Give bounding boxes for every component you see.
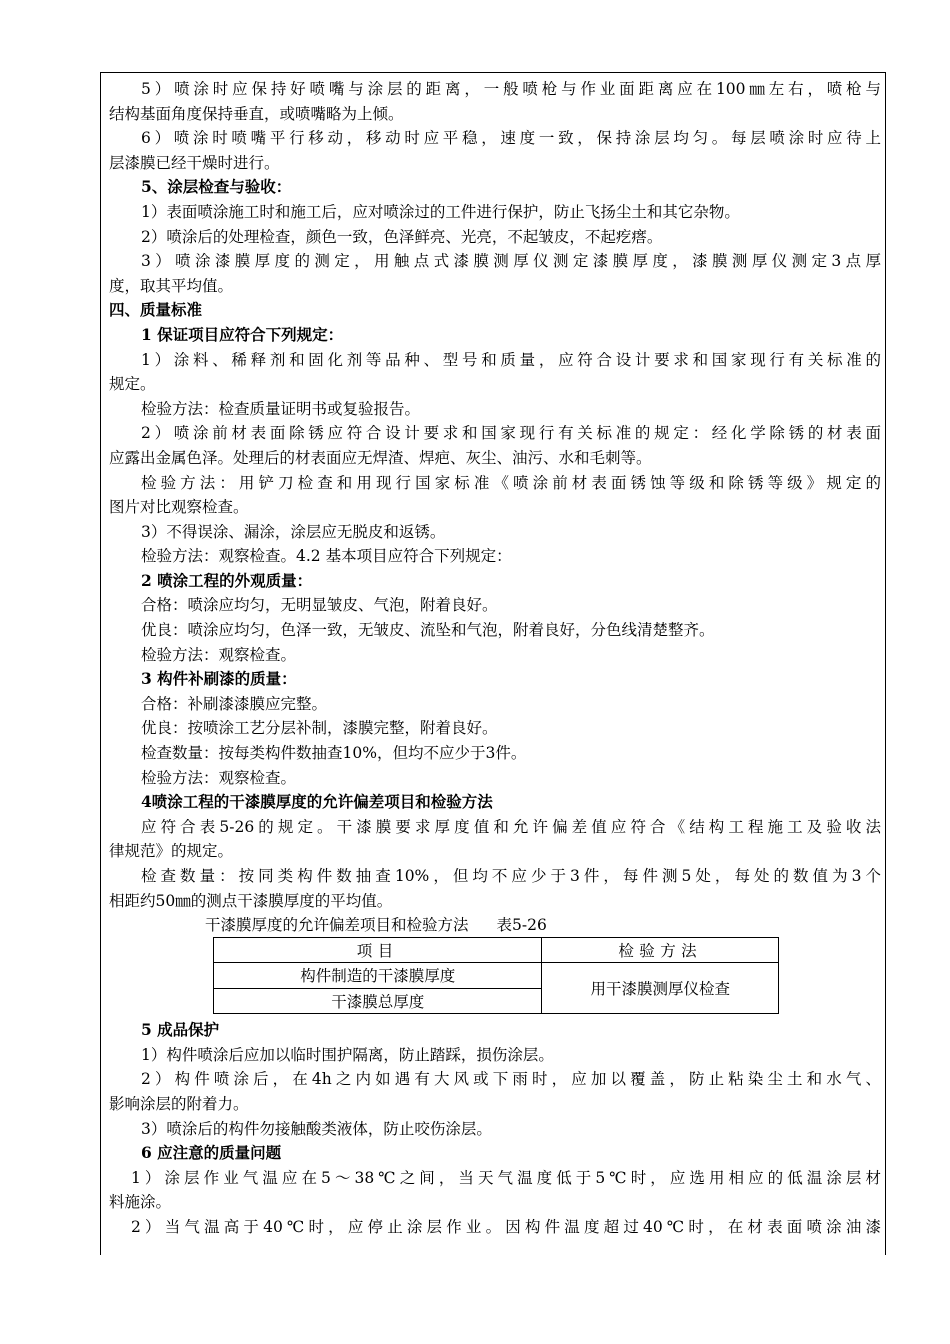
text-line: 4喷涂工程的干漆膜厚度的允许偏差项目和检验方法 bbox=[141, 792, 493, 812]
text-line: 2）喷涂前材表面除锈应符合设计要求和国家现行有关标准的规定：经化学除锈的材表面 bbox=[141, 424, 881, 443]
text-line: 规定。 bbox=[109, 375, 156, 394]
text-line: 应符合表5-26的规定。干漆膜要求厚度值和允许偏差值应符合《结构工程施工及验收法 bbox=[141, 817, 881, 836]
text-line: 6）喷涂时喷嘴平行移动，移动时应平稳，速度一致，保持涂层均匀。每层喷涂时应待上 bbox=[141, 129, 881, 148]
text-line: 四、质量标准 bbox=[109, 300, 203, 320]
text-line: 层漆膜已经干燥时进行。 bbox=[109, 153, 280, 172]
text-line: 检验方法：观察检查。4.2 基本项目应符合下列规定： bbox=[141, 547, 512, 566]
text-line: 5）喷涂时应保持好喷嘴与涂层的距离，一般喷枪与作业面距离应在100㎜左右，喷枪与 bbox=[141, 80, 881, 98]
text-line: 1）涂料、稀释剂和固化剂等品种、型号和质量，应符合设计要求和国家现行有关标准的 bbox=[141, 350, 881, 369]
text-line: 检查数量：按每类构件数抽查10%，但均不应少于3件。 bbox=[141, 744, 527, 763]
text-line: 3 构件补刷漆的质量： bbox=[141, 669, 297, 689]
text-line: 度，取其平均值。 bbox=[109, 276, 234, 295]
text-line: 合格：补刷漆漆膜应完整。 bbox=[141, 694, 328, 713]
text-line: 3）不得误涂、漏涂，涂层应无脱皮和返锈。 bbox=[141, 522, 446, 541]
text-line: 2）当气温高于40℃时，应停止涂层作业。因构件温度超过40℃时，在材表面喷涂油漆 bbox=[131, 1217, 881, 1236]
text-line: 应露出金属色泽。处理后的材表面应无焊渣、焊疤、灰尘、油污、水和毛刺等。 bbox=[109, 448, 652, 467]
table-caption bbox=[109, 913, 881, 937]
text-line: 检验方法：观察检查。 bbox=[141, 645, 297, 664]
table-title: 干漆膜厚度的允许偏差项目和检验方法 bbox=[205, 916, 469, 935]
table-header-row bbox=[214, 938, 779, 963]
text-line: 影响涂层的附着力。 bbox=[109, 1094, 249, 1113]
table-row bbox=[214, 963, 779, 989]
cell-item-1: 构件制造的干漆膜厚度 bbox=[214, 963, 542, 989]
text-line: 1）构件喷涂后应加以临时围护隔离，防止踏踩，损伤涂层。 bbox=[141, 1045, 554, 1064]
text-line: 1）涂层作业气温应在5～38℃之间，当天气温度低于5℃时，应选用相应的低温涂层材 bbox=[131, 1168, 881, 1187]
text-line: 3）喷涂后的构件勿接触酸类液体，防止咬伤涂层。 bbox=[141, 1119, 492, 1138]
cell-method: 用干漆膜测厚仪检查 bbox=[542, 963, 779, 1014]
text-line: 检查数量：按同类构件数抽查10%，但均不应少于3件，每件测5处，每处的数值为3个 bbox=[141, 867, 881, 885]
text-line: 料施涂。 bbox=[109, 1193, 172, 1212]
text-line: 优良：喷涂应均匀，色泽一致，无皱皮、流坠和气泡，附着良好，分色线清楚整齐。 bbox=[141, 621, 715, 640]
text-line: 检验方法：用铲刀检查和用现行国家标准《喷涂前材表面锈蚀等级和除锈等级》规定的 bbox=[141, 473, 881, 492]
text-line: 2）构件喷涂后，在4h之内如遇有大风或下雨时，应加以覆盖，防止粘染尘土和水气、 bbox=[141, 1070, 881, 1089]
table-number: 表5-26 bbox=[496, 916, 547, 935]
deviation-table bbox=[213, 937, 779, 1014]
text-line: 优良：按喷涂工艺分层补制，漆膜完整，附着良好。 bbox=[141, 719, 498, 738]
text-line: 3）喷涂漆膜厚度的测定，用触点式漆膜测厚仪测定漆膜厚度，漆膜测厚仪测定3点厚 bbox=[141, 252, 881, 271]
text-line: 检验方法：检查质量证明书或复验报告。 bbox=[141, 399, 421, 418]
text-line: 1 保证项目应符合下列规定： bbox=[141, 324, 344, 344]
text-line: 相距约50㎜的测点干漆膜厚度的平均值。 bbox=[109, 891, 393, 910]
text-block-after-table bbox=[109, 1018, 881, 1239]
text-line: 合格：喷涂应均匀，无明显皱皮、气泡，附着良好。 bbox=[141, 596, 498, 615]
text-line: 2 喷涂工程的外观质量： bbox=[141, 570, 313, 590]
text-line: 结构基面角度保持垂直，或喷嘴略为上倾。 bbox=[109, 104, 404, 123]
text-line: 检验方法：观察检查。 bbox=[141, 768, 297, 787]
text-line: 2）喷涂后的处理检查，颜色一致，色泽鲜亮、光亮，不起皱皮，不起疙瘩。 bbox=[141, 227, 663, 246]
document-body bbox=[109, 77, 881, 1240]
cell-item-2: 干漆膜总厚度 bbox=[214, 988, 542, 1014]
text-block-before-table bbox=[109, 77, 881, 913]
header-item: 项目 bbox=[214, 938, 542, 963]
text-line: 1）表面喷涂施工时和施工后，应对喷涂过的工件进行保护，防止飞扬尘土和其它杂物。 bbox=[141, 202, 740, 221]
text-line: 6 应注意的质量问题 bbox=[141, 1143, 282, 1163]
text-line: 图片对比观察检查。 bbox=[109, 498, 249, 517]
text-line: 5、涂层检查与验收： bbox=[141, 177, 292, 197]
header-method: 检验方法 bbox=[542, 938, 779, 963]
text-line: 律规范》的规定。 bbox=[109, 842, 234, 861]
text-line: 5 成品保护 bbox=[141, 1020, 220, 1040]
